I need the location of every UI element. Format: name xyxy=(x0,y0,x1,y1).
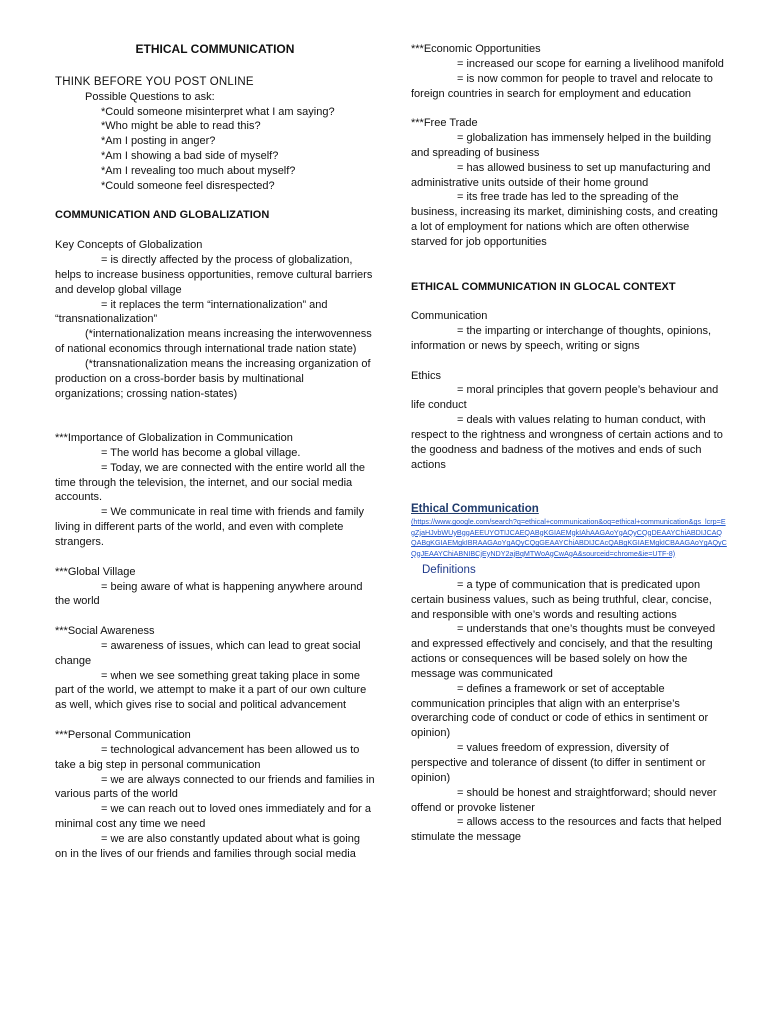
free-trade-item: = its free trade has led to the spreading of the business, increasing its market, diminishing costs, and creating a lot of employment for nations which are often otherwise starved for job opportunities xyxy=(411,191,721,248)
question-item: *Am I showing a bad side of myself? xyxy=(101,150,279,163)
key-concept-item: = is directly affected by the process of globalization, helps to increase business opportunities, remove cultural barriers and develop global village xyxy=(55,253,376,296)
personal-communication-item: = technological advancement has been allowed us to take a big step in personal communication xyxy=(55,743,363,771)
key-concept-note: (*internationalization means increasing the interwovenness of national economics through international trade nation state) xyxy=(55,328,375,356)
think-heading: THINK BEFORE YOU POST ONLINE xyxy=(55,75,254,88)
key-concept-note: (*transnationalization means the increasing organization of production on a cross-border basis by multinational organizations; crossing nation-states) xyxy=(55,357,374,400)
importance-item: = The world has become a global village. xyxy=(101,446,301,459)
right-column xyxy=(411,42,727,845)
definition-item: = understands that one’s thoughts must be conveyed and expressed effectively and concisely, and that the resulting actions or consequences will be based solely on how the message was communicated xyxy=(411,623,719,680)
economic-item: = is now common for people to travel and relocate to foreign countries in search for employment and education xyxy=(411,72,716,100)
importance-heading: ***Importance of Globalization in Communication xyxy=(55,432,293,445)
free-trade-item: = has allowed business to set up manufacturing and administrative units outside of their home ground xyxy=(411,161,714,189)
document-title: ETHICAL COMMUNICATION xyxy=(135,42,295,56)
importance-item: = Today, we are connected with the entire world all the time through the television, the internet, and our social media accounts. xyxy=(55,461,369,504)
question-item: *Could someone misinterpret what I am saying? xyxy=(101,105,335,118)
social-awareness-item: = awareness of issues, which can lead to great social change xyxy=(55,639,364,667)
left-column xyxy=(55,42,378,862)
global-village-heading: ***Global Village xyxy=(55,565,136,578)
question-item: *Could someone feel disrespected? xyxy=(101,179,275,192)
communication-label: Communication xyxy=(411,310,488,323)
key-concepts-label: Key Concepts of Globalization xyxy=(55,239,203,252)
section-heading-glocal: ETHICAL COMMUNICATION IN GLOCAL CONTEXT xyxy=(411,280,676,293)
communication-definition: = the imparting or interchange of thoughts, opinions, information or news by speech, writing or signs xyxy=(411,325,715,352)
key-concept-item: = it replaces the term “internationalization” and “transnationalization” xyxy=(55,298,331,326)
economic-opportunities-heading: ***Economic Opportunities xyxy=(411,43,541,55)
question-item: *Am I posting in anger? xyxy=(101,135,216,148)
question-item: *Who might be able to read this? xyxy=(101,120,261,133)
ethics-definition: = moral principles that govern people’s behaviour and life conduct xyxy=(411,384,722,412)
possible-questions-label: Possible Questions to ask: xyxy=(85,90,215,103)
definition-item: = should be honest and straightforward; should never offend or provoke listener xyxy=(411,786,720,814)
ethics-definition: = deals with values relating to human conduct, with respect to the rightness and wrongness of certain actions and to the goodness and badness of the motives and ends of such actions xyxy=(411,414,726,471)
personal-communication-item: = we are always connected to our friends and families in various parts of the world xyxy=(55,773,378,801)
definition-item: = allows access to the resources and facts that helped stimulate the message xyxy=(411,816,725,844)
ethics-label: Ethics xyxy=(411,369,441,382)
definition-item: = a type of communication that is predicated upon certain business values, such as being truthful, clear, concise, and responsible with one’s words and resulting actions xyxy=(411,578,715,621)
personal-communication-heading: ***Personal Communication xyxy=(55,728,191,741)
economic-item: = increased our scope for earning a livelihood manifold xyxy=(457,57,724,70)
source-link[interactable]: (https://www.google.com/search?q=ethical+communication&oq=ethical+communication&gs_lcrp=EgZjaHJvbWUyBggAEEUYOTIJCAEQABgKGIAEMgkIAhAAGAoYgAQyCQgDEAAYChiABDIJCAQQABgKGIAEMgkIBRAAGAoYgAQyCQgGEAAYChiABDIJCAcQABgKGIAEMgkICBAAGAoYgAQyCQgJEAAYChiABNIBCjEyNDY2ajBqMTWoAgCwAgA&sourceid=chrome&ie=UTF-8) xyxy=(411,517,727,558)
section-heading-globalization: COMMUNICATION AND GLOBALIZATION xyxy=(55,209,270,222)
definitions-heading: Definitions xyxy=(422,564,476,576)
personal-communication-item: = we can reach out to loved ones immediately and for a minimal cost any time we need xyxy=(55,803,375,831)
definition-item: = defines a framework or set of acceptable communication principles that align with an enterprise’s overarching code of conduct or code of ethics in sentiment or opinion) xyxy=(411,682,712,740)
free-trade-item: = globalization has immensely helped in the building and spreading of business xyxy=(411,132,715,159)
question-item: *Am I revealing too much about myself? xyxy=(101,164,296,177)
social-awareness-item: = when we see something great taking place in some part of the world, we attempt to make it a part of our own culture as well, which gives rise to social and political advancement xyxy=(55,669,370,712)
ethical-communication-title: Ethical Communication xyxy=(411,503,539,516)
importance-item: = We communicate in real time with friends and family living in different parts of the world, and even with complete strangers. xyxy=(55,506,368,548)
personal-communication-item: = we are also constantly updated about what is going on in the lives of our friends and families through social media xyxy=(55,832,364,860)
social-awareness-heading: ***Social Awareness xyxy=(55,625,155,638)
free-trade-heading: ***Free Trade xyxy=(411,117,478,130)
global-village-item: = being aware of what is happening anywhere around the world xyxy=(55,580,366,608)
definition-item: = values freedom of expression, diversity of perspective and tolerance of dissent (to differ in sentiment or opinion) xyxy=(411,742,709,784)
